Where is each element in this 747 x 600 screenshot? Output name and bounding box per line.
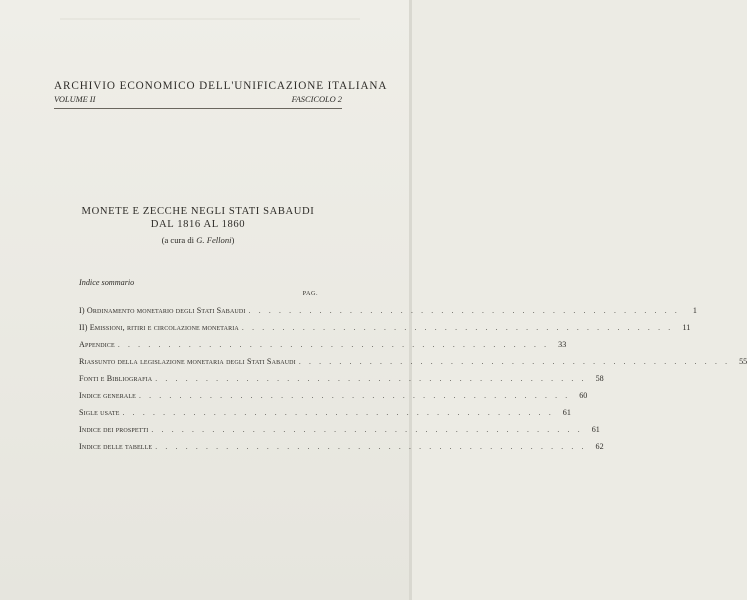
page-edge — [409, 0, 412, 600]
toc-entry-title: Appendice — [79, 340, 115, 349]
toc-dot-leader: . . . . . . . . . . . . . . . . . . . . . . . . . . . . . . . . . . . . . . . . . . . — [155, 442, 587, 451]
toc-entry-page: 60 — [579, 391, 588, 400]
toc-entry-page: 1 — [692, 306, 697, 315]
toc-entry-page: 62 — [595, 442, 604, 451]
toc-entry-title: Indice dei prospetti — [79, 425, 149, 434]
toc-entry-page: 33 — [558, 340, 567, 349]
editor-name: G. Felloni — [196, 235, 232, 245]
toc-entry-page: 61 — [562, 408, 571, 417]
toc-entry[interactable] — [79, 404, 571, 421]
volume-label: VOLUME II — [54, 95, 96, 104]
page-column-label: PAG. — [302, 290, 318, 297]
toc-heading: Indice sommario — [79, 278, 135, 287]
toc-dot-leader: . . . . . . . . . . . . . . . . . . . . . . . . . . . . . . . . . . . . . . . . . . . — [122, 408, 554, 417]
header-subline — [54, 95, 342, 105]
toc-entry-page: 61 — [591, 425, 600, 434]
toc-entry-title: Fonti e Bibliografia — [79, 374, 153, 383]
series-title: ARCHIVIO ECONOMICO DELL'UNIFICAZIONE ITALIANA — [54, 80, 388, 92]
toc-entry[interactable] — [79, 302, 697, 319]
journal-header — [54, 79, 388, 109]
article-title-line-2: DAL 1816 AL 1860 — [150, 219, 246, 230]
toc-entry-title: Riassunto della legislazione monetaria degli Stati Sabaudi — [79, 357, 296, 366]
table-of-contents — [79, 278, 747, 455]
toc-entry-page: 55 — [739, 357, 747, 366]
toc-entry[interactable] — [79, 438, 604, 455]
toc-entry-title: Indice generale — [79, 391, 136, 400]
toc-dot-leader: . . . . . . . . . . . . . . . . . . . . . . . . . . . . . . . . . . . . . . . . . . . — [155, 374, 587, 383]
toc-entry[interactable] — [79, 319, 691, 336]
toc-entry-title: Indice delle tabelle — [79, 442, 153, 451]
toc-dot-leader: . . . . . . . . . . . . . . . . . . . . . . . . . . . . . . . . . . . . . . . . . . . — [298, 357, 731, 366]
show-through-mark — [60, 18, 360, 20]
article-heading — [54, 205, 342, 246]
toc-entry-title: I) Ordinamento monetario degli Stati Sabaudi — [79, 306, 246, 315]
toc-entry[interactable] — [79, 336, 567, 353]
toc-entry-title: Sigle usate — [79, 408, 120, 417]
article-editor — [54, 235, 342, 246]
editor-prefix: (a cura di — [161, 235, 197, 245]
toc-entry[interactable] — [79, 353, 747, 370]
article-title-line-1: MONETE E ZECCHE NEGLI STATI SABAUDI — [81, 206, 315, 217]
fascicle-label: FASCICOLO 2 — [291, 95, 342, 104]
toc-entry[interactable] — [79, 387, 588, 404]
toc-dot-leader: . . . . . . . . . . . . . . . . . . . . . . . . . . . . . . . . . . . . . . . . . . . — [117, 340, 550, 349]
toc-dot-leader: . . . . . . . . . . . . . . . . . . . . . . . . . . . . . . . . . . . . . . . . . . . — [248, 306, 680, 315]
toc-entry-page: 11 — [682, 323, 691, 332]
toc-dot-leader: . . . . . . . . . . . . . . . . . . . . . . . . . . . . . . . . . . . . . . . . . . . — [241, 323, 674, 332]
toc-dot-leader: . . . . . . . . . . . . . . . . . . . . . . . . . . . . . . . . . . . . . . . . . . . — [138, 391, 571, 400]
toc-dot-leader: . . . . . . . . . . . . . . . . . . . . . . . . . . . . . . . . . . . . . . . . . . . — [151, 425, 583, 434]
header-rule — [54, 108, 342, 109]
editor-suffix: ) — [231, 235, 235, 245]
toc-entry-title: II) Emissioni, ritiri e circolazione monetaria — [79, 323, 239, 332]
toc-entry[interactable] — [79, 370, 604, 387]
toc-entry-page: 58 — [595, 374, 604, 383]
toc-entry[interactable] — [79, 421, 600, 438]
